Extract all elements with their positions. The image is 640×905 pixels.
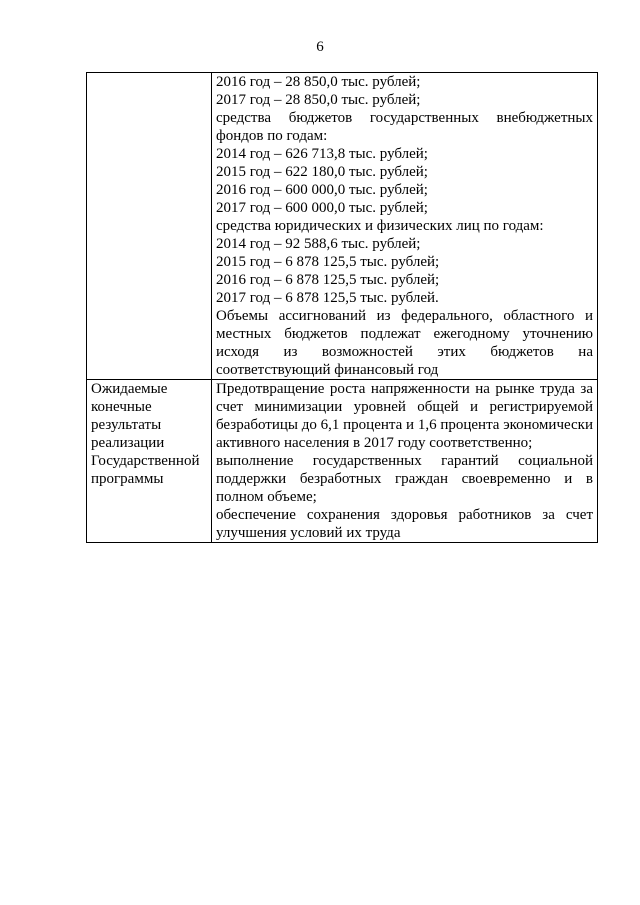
funding-line: Объемы ассигнований из федерального, областного и (216, 308, 593, 324)
expected-results-line: обеспечение сохранения здоровья работников за счет (216, 507, 593, 523)
funding-line: 2017 год – 6 878 125,5 тыс. рублей. (216, 290, 439, 306)
funding-line: средства бюджетов государственных внебюджетных (216, 110, 593, 126)
expected-results-line: Предотвращение роста напряженности на рынке труда за (216, 381, 593, 397)
funding-label-cell (87, 73, 212, 380)
page-number: 6 (316, 39, 324, 55)
expected-results-label-line: Ожидаемые (91, 381, 168, 397)
funding-line: 2016 год – 28 850,0 тыс. рублей; (216, 74, 421, 90)
expected-results-line: активного населения в 2017 году соответственно; (216, 435, 533, 451)
expected-results-line: полном объеме; (216, 489, 317, 505)
funding-line: 2014 год – 92 588,6 тыс. рублей; (216, 236, 421, 252)
table-row-expected-results (87, 380, 598, 543)
funding-value-cell (212, 73, 598, 380)
expected-results-line: счет минимизации уровней общей и регистрируемой (216, 399, 593, 415)
funding-line: 2016 год – 6 878 125,5 тыс. рублей; (216, 272, 440, 288)
funding-line: фондов по годам: (216, 128, 328, 144)
expected-results-label (91, 380, 207, 488)
funding-line: 2017 год – 28 850,0 тыс. рублей; (216, 92, 421, 108)
expected-results-label-cell (87, 380, 212, 543)
funding-line: 2015 год – 6 878 125,5 тыс. рублей; (216, 254, 440, 270)
expected-results-line: выполнение государственных гарантий социальной (216, 453, 593, 469)
expected-results-text (216, 380, 593, 542)
expected-results-label-line: Государственной (91, 453, 200, 469)
expected-results-label-line: конечные (91, 399, 152, 415)
table-row-funding (87, 73, 598, 380)
funding-line: местных бюджетов подлежат ежегодному уточнению (216, 326, 593, 342)
funding-line: исходя из возможностей этих бюджетов на (216, 344, 593, 360)
funding-line: 2017 год – 600 000,0 тыс. рублей; (216, 200, 428, 216)
expected-results-label-line: программы (91, 471, 164, 487)
expected-results-line: безработицы до 6,1 процента и 1,6 процента экономически (216, 417, 593, 433)
expected-results-label-line: результаты (91, 417, 162, 433)
funding-line: средства юридических и физических лиц по годам: (216, 218, 544, 234)
funding-line: 2016 год – 600 000,0 тыс. рублей; (216, 182, 428, 198)
funding-text (216, 73, 593, 379)
expected-results-value-cell (212, 380, 598, 543)
program-passport-table (86, 72, 598, 543)
expected-results-label-line: реализации (91, 435, 165, 451)
expected-results-line: улучшения условий их труда (216, 525, 401, 541)
funding-line: соответствующий финансовый год (216, 362, 439, 378)
funding-line: 2014 год – 626 713,8 тыс. рублей; (216, 146, 428, 162)
expected-results-line: поддержки безработных граждан своевременно и в (216, 471, 593, 487)
funding-line: 2015 год – 622 180,0 тыс. рублей; (216, 164, 428, 180)
